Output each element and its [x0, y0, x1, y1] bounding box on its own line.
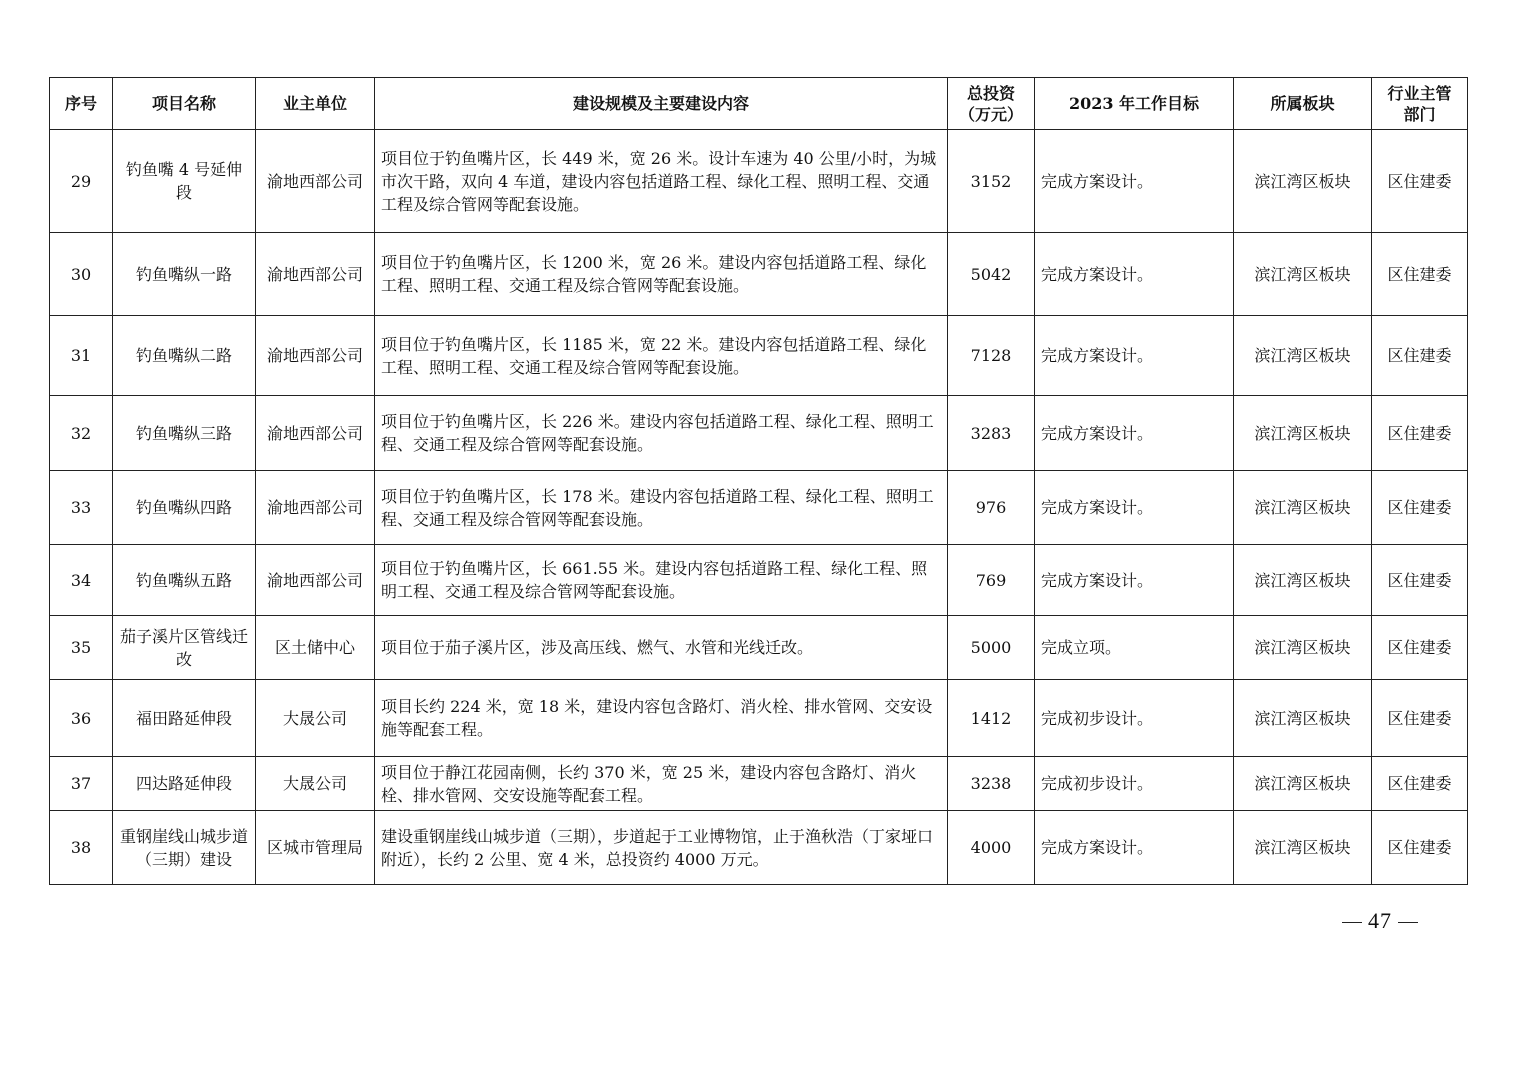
row-description: 建设重钢崖线山城步道（三期），步道起于工业博物馆，止于渔秋浩（丁家垭口附近），长约 2 公里、宽 4 米，总投资约 4000 万元。	[375, 811, 948, 885]
header-sector: 所属板块	[1234, 78, 1372, 130]
table-row	[50, 757, 1468, 811]
row-description: 项目位于钓鱼嘴片区，长 449 米，宽 26 米。设计车速为 40 公里/小时，为城市次干路，双向 4 车道，建设内容包括道路工程、绿化工程、照明工程、交通工程及综合管网等配套设施。	[375, 130, 948, 233]
row-sector: 滨江湾区板块	[1234, 680, 1372, 757]
header-dept: 行业主管 部门	[1372, 78, 1468, 130]
header-goal: 2023 年工作目标	[1035, 78, 1234, 130]
row-dept: 区住建委	[1372, 233, 1468, 316]
row-description: 项目长约 224 米，宽 18 米，建设内容包含路灯、消火栓、排水管网、交安设施等配套工程。	[375, 680, 948, 757]
row-investment: 976	[948, 471, 1035, 545]
row-sector: 滨江湾区板块	[1234, 545, 1372, 616]
row-project-name: 茄子溪片区管线迁改	[113, 616, 256, 680]
row-owner: 大晟公司	[256, 680, 375, 757]
row-project-name: 钓鱼嘴纵三路	[113, 396, 256, 471]
row-owner: 渝地西部公司	[256, 316, 375, 396]
table-row	[50, 316, 1468, 396]
row-no: 36	[50, 680, 113, 757]
row-goal: 完成方案设计。	[1035, 130, 1234, 233]
row-goal: 完成立项。	[1035, 616, 1234, 680]
row-owner: 区土储中心	[256, 616, 375, 680]
header-description: 建设规模及主要建设内容	[375, 78, 948, 130]
row-no: 30	[50, 233, 113, 316]
project-table	[49, 77, 1468, 885]
row-owner: 渝地西部公司	[256, 396, 375, 471]
row-no: 38	[50, 811, 113, 885]
row-investment: 3283	[948, 396, 1035, 471]
row-project-name: 钓鱼嘴纵五路	[113, 545, 256, 616]
row-goal: 完成方案设计。	[1035, 471, 1234, 545]
row-investment: 5000	[948, 616, 1035, 680]
row-no: 32	[50, 396, 113, 471]
row-description: 项目位于钓鱼嘴片区，长 1200 米，宽 26 米。建设内容包括道路工程、绿化工程、照明工程、交通工程及综合管网等配套设施。	[375, 233, 948, 316]
row-investment: 4000	[948, 811, 1035, 885]
row-dept: 区住建委	[1372, 616, 1468, 680]
row-sector: 滨江湾区板块	[1234, 316, 1372, 396]
table-row	[50, 545, 1468, 616]
row-project-name: 钓鱼嘴纵四路	[113, 471, 256, 545]
row-investment: 7128	[948, 316, 1035, 396]
row-goal: 完成方案设计。	[1035, 811, 1234, 885]
table-row	[50, 680, 1468, 757]
page-number	[1336, 908, 1424, 934]
row-sector: 滨江湾区板块	[1234, 233, 1372, 316]
row-owner: 渝地西部公司	[256, 130, 375, 233]
row-description: 项目位于静江花园南侧，长约 370 米，宽 25 米，建设内容包含路灯、消火栓、排水管网、交安设施等配套工程。	[375, 757, 948, 811]
row-investment: 3152	[948, 130, 1035, 233]
row-sector: 滨江湾区板块	[1234, 396, 1372, 471]
row-sector: 滨江湾区板块	[1234, 811, 1372, 885]
row-no: 31	[50, 316, 113, 396]
header-owner: 业主单位	[256, 78, 375, 130]
row-description: 项目位于钓鱼嘴片区，长 178 米。建设内容包括道路工程、绿化工程、照明工程、交通工程及综合管网等配套设施。	[375, 471, 948, 545]
row-investment: 769	[948, 545, 1035, 616]
header-no: 序号	[50, 78, 113, 130]
row-goal: 完成初步设计。	[1035, 757, 1234, 811]
table-row	[50, 616, 1468, 680]
row-investment: 5042	[948, 233, 1035, 316]
row-dept: 区住建委	[1372, 811, 1468, 885]
row-description: 项目位于钓鱼嘴片区，长 1185 米，宽 22 米。建设内容包括道路工程、绿化工程、照明工程、交通工程及综合管网等配套设施。	[375, 316, 948, 396]
row-dept: 区住建委	[1372, 130, 1468, 233]
table-row	[50, 471, 1468, 545]
row-description: 项目位于钓鱼嘴片区，长 661.55 米。建设内容包括道路工程、绿化工程、照明工程、交通工程及综合管网等配套设施。	[375, 545, 948, 616]
table-row	[50, 396, 1468, 471]
row-project-name: 重钢崖线山城步道（三期）建设	[113, 811, 256, 885]
row-sector: 滨江湾区板块	[1234, 757, 1372, 811]
row-no: 29	[50, 130, 113, 233]
row-goal: 完成初步设计。	[1035, 680, 1234, 757]
header-investment: 总投资 （万元）	[948, 78, 1035, 130]
table-row	[50, 130, 1468, 233]
row-owner: 渝地西部公司	[256, 233, 375, 316]
row-investment: 3238	[948, 757, 1035, 811]
table-row	[50, 233, 1468, 316]
row-project-name: 钓鱼嘴纵一路	[113, 233, 256, 316]
page-number-value: 47	[1368, 908, 1392, 933]
row-owner: 渝地西部公司	[256, 471, 375, 545]
header-project-name: 项目名称	[113, 78, 256, 130]
table-row	[50, 811, 1468, 885]
table-header-row	[50, 78, 1468, 130]
row-no: 33	[50, 471, 113, 545]
row-investment: 1412	[948, 680, 1035, 757]
row-project-name: 钓鱼嘴纵二路	[113, 316, 256, 396]
row-dept: 区住建委	[1372, 680, 1468, 757]
row-no: 37	[50, 757, 113, 811]
row-dept: 区住建委	[1372, 396, 1468, 471]
row-sector: 滨江湾区板块	[1234, 616, 1372, 680]
row-goal: 完成方案设计。	[1035, 316, 1234, 396]
row-dept: 区住建委	[1372, 757, 1468, 811]
row-project-name: 福田路延伸段	[113, 680, 256, 757]
row-goal: 完成方案设计。	[1035, 545, 1234, 616]
row-project-name: 钓鱼嘴 4 号延伸段	[113, 130, 256, 233]
row-owner: 渝地西部公司	[256, 545, 375, 616]
row-no: 35	[50, 616, 113, 680]
row-sector: 滨江湾区板块	[1234, 471, 1372, 545]
row-project-name: 四达路延伸段	[113, 757, 256, 811]
row-owner: 大晟公司	[256, 757, 375, 811]
page-number-dash-right	[1398, 922, 1418, 923]
row-dept: 区住建委	[1372, 471, 1468, 545]
row-owner: 区城市管理局	[256, 811, 375, 885]
row-description: 项目位于茄子溪片区，涉及高压线、燃气、水管和光线迁改。	[375, 616, 948, 680]
row-no: 34	[50, 545, 113, 616]
row-goal: 完成方案设计。	[1035, 233, 1234, 316]
row-dept: 区住建委	[1372, 545, 1468, 616]
row-dept: 区住建委	[1372, 316, 1468, 396]
row-goal: 完成方案设计。	[1035, 396, 1234, 471]
page-number-dash-left	[1342, 922, 1362, 923]
row-sector: 滨江湾区板块	[1234, 130, 1372, 233]
row-description: 项目位于钓鱼嘴片区，长 226 米。建设内容包括道路工程、绿化工程、照明工程、交通工程及综合管网等配套设施。	[375, 396, 948, 471]
